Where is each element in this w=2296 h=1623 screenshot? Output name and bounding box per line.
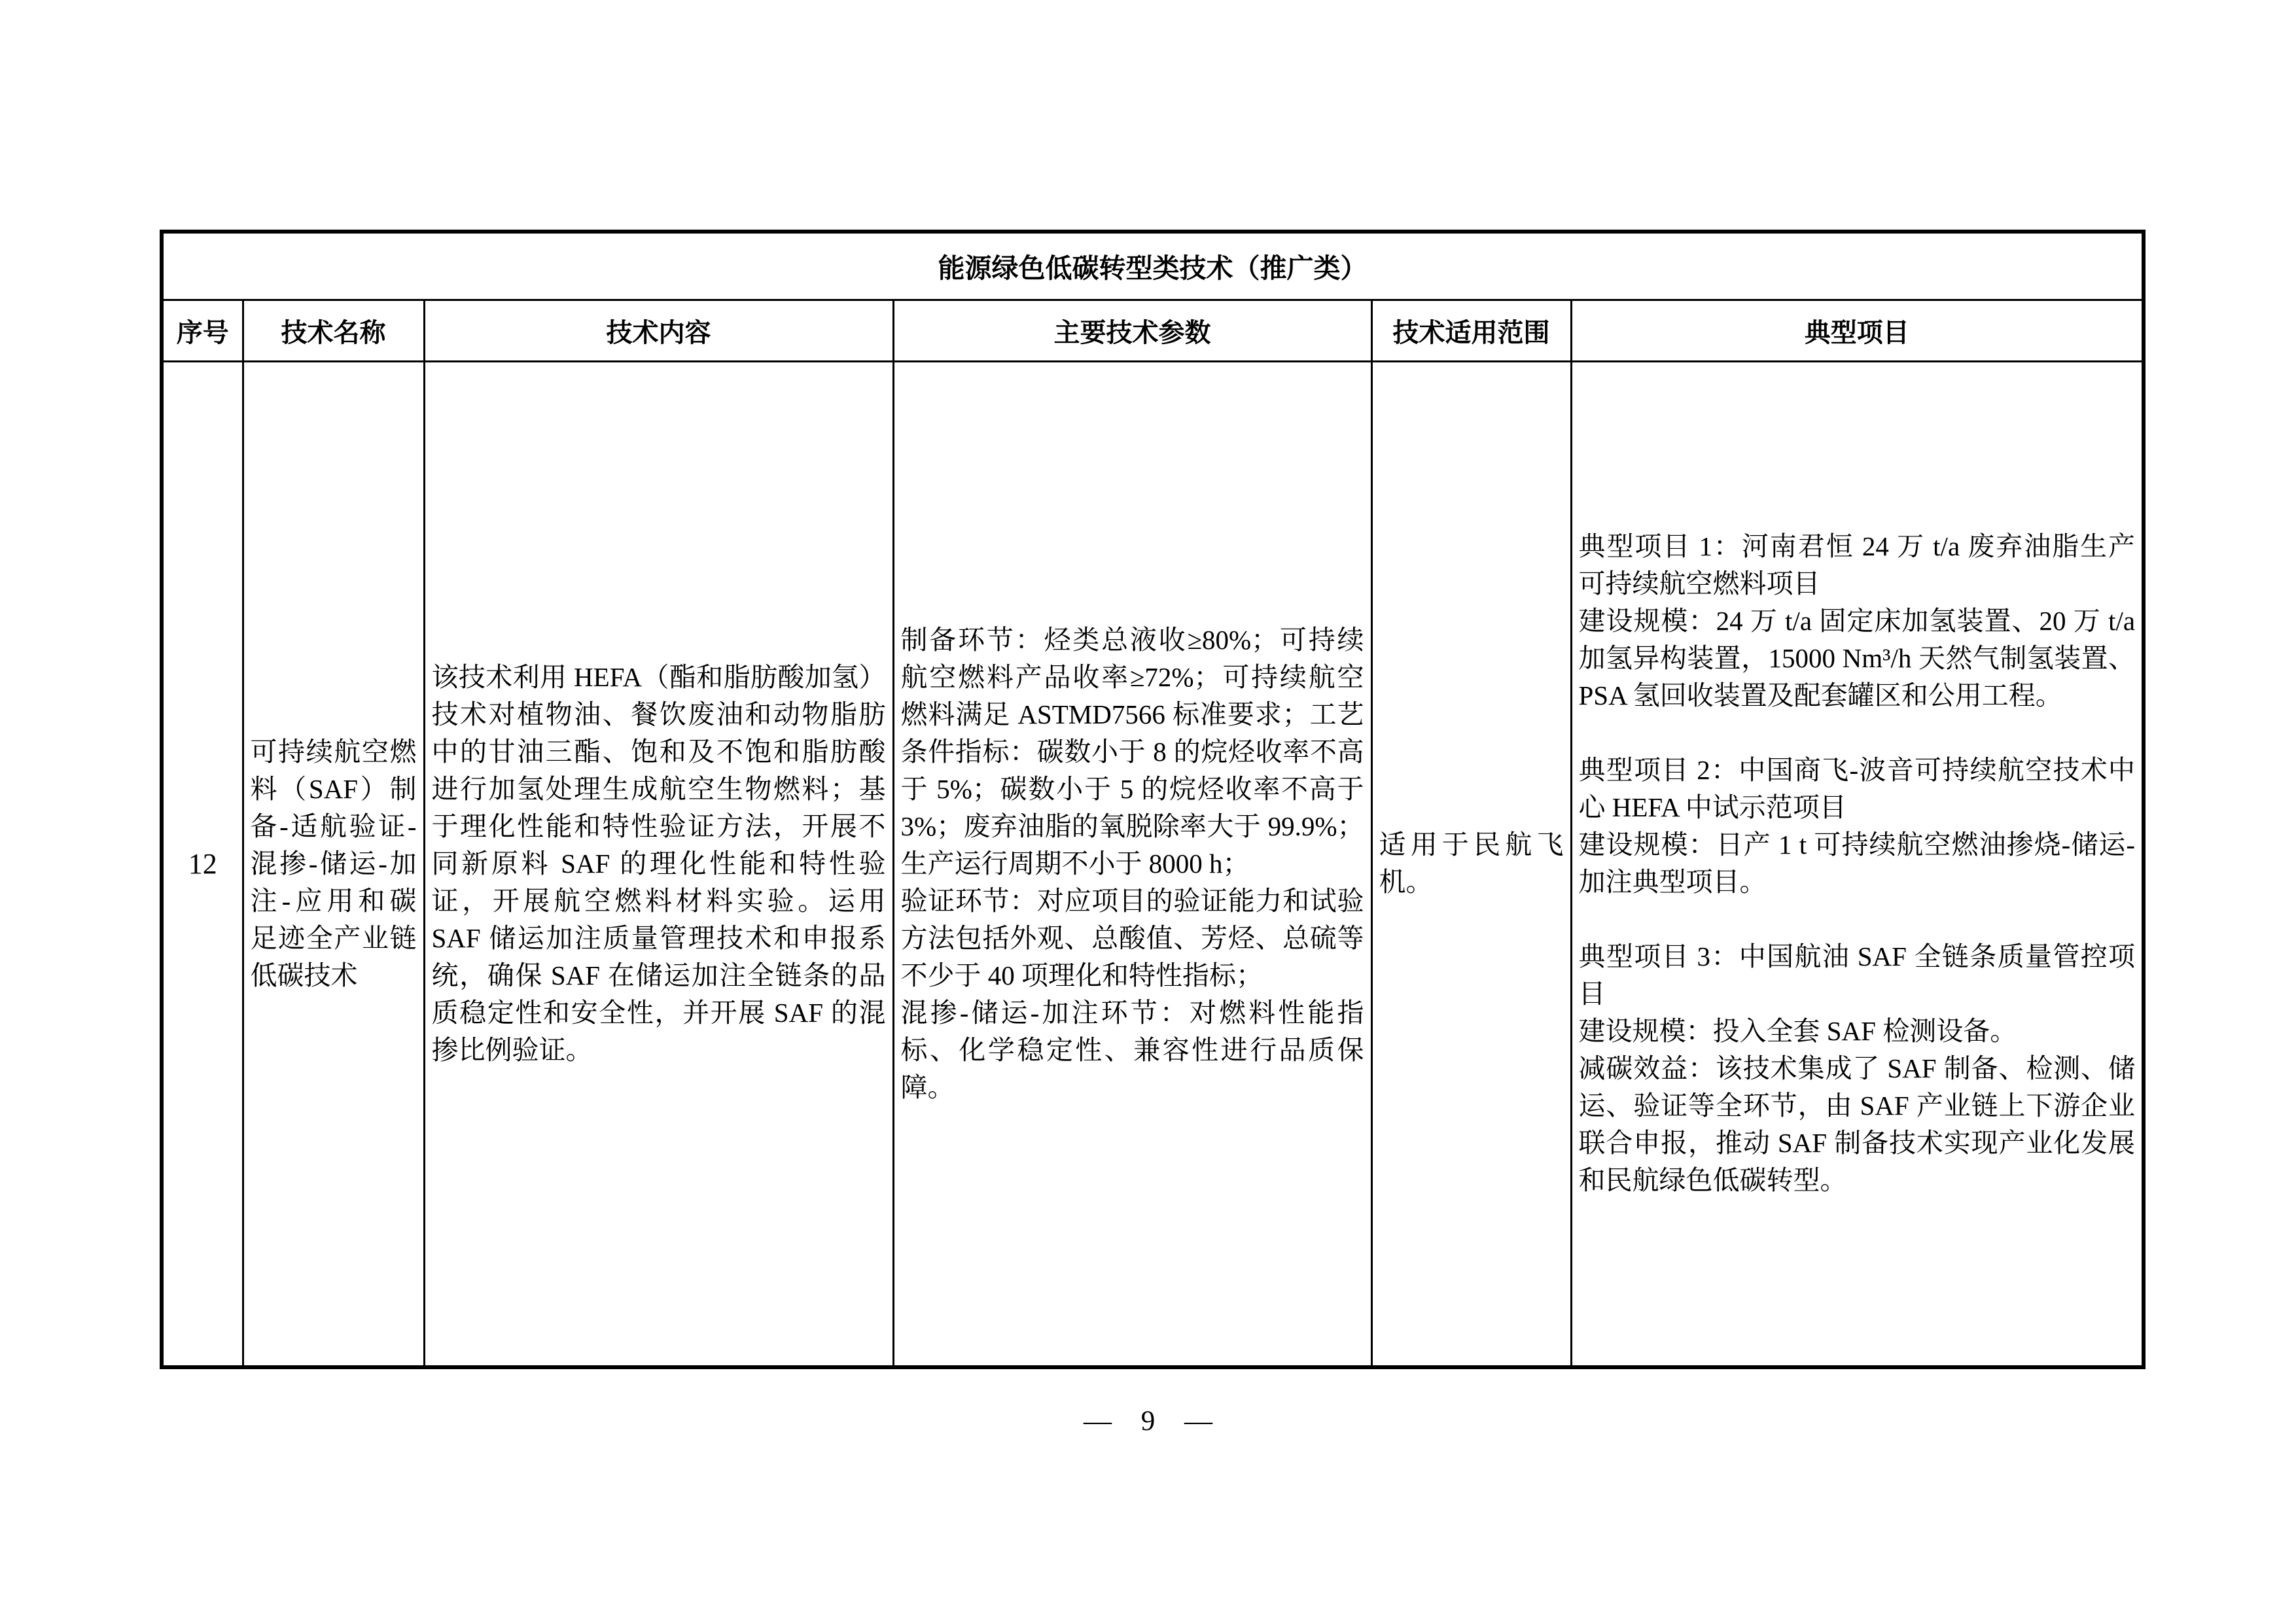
table-header-row — [162, 300, 2144, 361]
tech-name-text: 可持续航空燃料（SAF）制备-适航验证-混掺-储运-加注-应用和碳足迹全产业链低碳技术 — [250, 736, 417, 990]
table-title-row — [162, 232, 2144, 300]
column-header-scope: 技术适用范围 — [1371, 300, 1571, 361]
tech-content-text: 该技术利用 HEFA（酯和脂肪酸加氢）技术对植物油、餐饮废油和动物脂肪中的甘油三酯、饱和及不饱和脂肪酸进行加氢处理生成航空生物燃料；基于理化性能和特性验证方法，开展不同新原料 SAF 的理化性能和特性验证，开展航空燃料材料实验。运用 SAF 储运加注质量管理技术和申报系统，确保 SAF 在储运加注全链条的品质稳定性和安全性，并开展 SAF 的混掺比例验证。 — [431, 661, 886, 1065]
tech-content-cell — [424, 361, 893, 1367]
scope-cell — [1371, 361, 1571, 1367]
project-3-benefit: 减碳效益：该技术集成了 SAF 制备、检测、储运、验证等全环节，由 SAF 产业链上下游企业联合申报，推动 SAF 制备技术实现产业化发展和民航绿色低碳转型。 — [1578, 1053, 2136, 1196]
column-header-projects: 典型项目 — [1571, 300, 2144, 361]
column-header-parameters: 主要技术参数 — [893, 300, 1371, 361]
parameters-cell — [893, 361, 1371, 1367]
table-title: 能源绿色低碳转型类技术（推广类） — [162, 232, 2144, 300]
projects-cell — [1571, 361, 2144, 1367]
project-3-title: 典型项目 3：中国航油 SAF 全链条质量管控项目 — [1578, 941, 2136, 1009]
project-1-scale: 建设规模：24 万 t/a 固定床加氢装置、20 万 t/a 加氢异构装置，15000 Nm³/h 天然气制氢装置、PSA 氢回收装置及配套罐区和公用工程。 — [1578, 606, 2136, 711]
parameter-paragraph-blending: 混掺-储运-加注环节：对燃料性能指标、化学稳定性、兼容性进行品质保障。 — [900, 997, 1364, 1102]
project-3-scale: 建设规模：投入全套 SAF 检测设备。 — [1578, 1016, 2017, 1047]
tech-name-cell — [243, 361, 424, 1367]
column-header-tech-name: 技术名称 — [243, 300, 424, 361]
column-header-tech-content: 技术内容 — [424, 300, 893, 361]
technology-table — [160, 230, 2146, 1369]
parameter-paragraph-preparation: 制备环节：烃类总液收≥80%；可持续航空燃料产品收率≥72%；可持续航空燃料满足 ASTMD7566 标准要求；工艺条件指标：碳数小于 8 的烷烃收率不高于 5%；碳数小于 5 的烷烃收率不高于 3%；废弃油脂的氧脱除率大于 99.9%；生产运行周期不小于 8000 h； — [900, 624, 1364, 879]
serial-number-cell: 12 — [162, 361, 243, 1367]
page-number: — 9 — — [1084, 1406, 1212, 1437]
column-header-serial: 序号 — [162, 300, 243, 361]
project-2 — [1579, 752, 2136, 901]
project-2-scale: 建设规模：日产 1 t 可持续航空燃油掺烧-储运-加注典型项目。 — [1578, 829, 2136, 898]
project-2-title: 典型项目 2：中国商飞-波音可持续航空技术中心 HEFA 中试示范项目 — [1578, 755, 2136, 823]
parameter-paragraph-verification: 验证环节：对应项目的验证能力和试验方法包括外观、总酸值、芳烃、总硫等不少于 40 项理化和特性指标； — [900, 885, 1364, 990]
project-1-title: 典型项目 1：河南君恒 24 万 t/a 废弃油脂生产可持续航空燃料项目 — [1578, 531, 2136, 599]
project-3 — [1579, 938, 2136, 1199]
scope-text: 适用于民航飞机。 — [1379, 829, 1564, 898]
project-1 — [1579, 528, 2136, 714]
table-data-row — [162, 361, 2144, 1367]
